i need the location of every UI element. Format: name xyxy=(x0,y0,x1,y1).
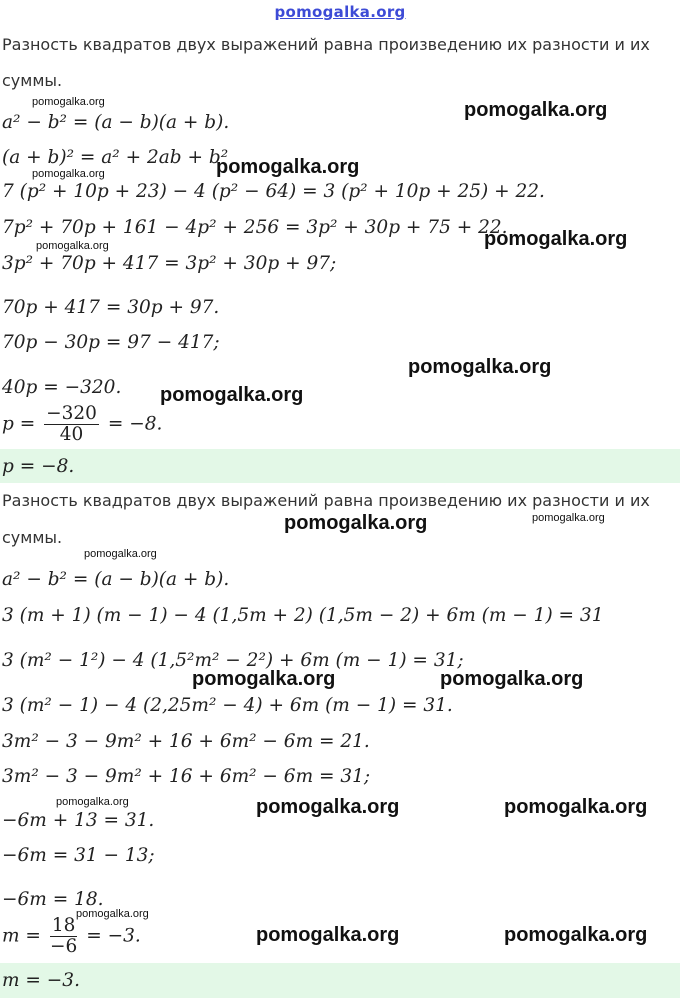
intro-text-1b: суммы. xyxy=(2,71,63,90)
fraction-lhs: p = xyxy=(2,413,36,435)
answer-2: m = −3. xyxy=(2,970,80,991)
watermark: pomogalka.org xyxy=(32,168,105,180)
watermark: pomogalka.org xyxy=(84,548,157,560)
watermark: pomogalka.org xyxy=(504,796,648,818)
fraction-numerator: −320 xyxy=(46,403,97,424)
equation2-line-1: 3 (m + 1) (m − 1) − 4 (1,5m + 2) (1,5m − 2) + 6m (m − 1) = 31 xyxy=(2,605,604,626)
equation-line-4: 70p + 417 = 30p + 97. xyxy=(2,297,220,318)
watermark: pomogalka.org xyxy=(284,512,428,534)
watermark: pomogalka.org xyxy=(408,356,552,378)
intro-text-2: Разность квадратов двух выражений равна произведению их разности и их xyxy=(2,491,650,510)
fraction-denominator: 40 xyxy=(59,424,84,445)
answer-1: p = −8. xyxy=(2,456,75,477)
fraction xyxy=(44,404,99,445)
watermark: pomogalka.org xyxy=(464,99,608,121)
answer-highlight-1 xyxy=(0,449,680,483)
watermark: pomogalka.org xyxy=(532,512,605,524)
fraction-rhs: = −8. xyxy=(107,413,163,435)
fraction-lhs: m = xyxy=(2,925,41,947)
equation2-line-5: 3m² − 3 − 9m² + 16 + 6m² − 6m = 31; xyxy=(2,766,371,787)
equation2-line-7: −6m = 31 − 13; xyxy=(2,845,155,866)
watermark: pomogalka.org xyxy=(160,384,304,406)
watermark: pomogalka.org xyxy=(256,796,400,818)
equation-line-3: 3p² + 70p + 417 = 3p² + 30p + 97; xyxy=(2,253,337,274)
equation-line-2: 7p² + 70p + 161 − 4p² + 256 = 3p² + 30p + 75 + 22. xyxy=(2,217,508,238)
intro-text-1: Разность квадратов двух выражений равна произведению их разности и их xyxy=(2,35,650,54)
equation2-line-4: 3m² − 3 − 9m² + 16 + 6m² − 6m = 21. xyxy=(2,731,370,752)
formula-difference-squares-2: a² − b² = (a − b)(a + b). xyxy=(2,569,230,590)
watermark: pomogalka.org xyxy=(484,228,628,250)
answer-highlight-2 xyxy=(0,963,680,998)
equation2-line-2: 3 (m² − 1²) − 4 (1,5²m² − 2²) + 6m (m − 1) = 31; xyxy=(2,650,464,671)
fraction-line-2 xyxy=(2,916,141,957)
formula-square-sum: (a + b)² = a² + 2ab + b² xyxy=(2,147,229,168)
intro-text-2b: суммы. xyxy=(2,528,63,547)
site-header-link[interactable]: pomogalka.org xyxy=(274,3,406,21)
watermark: pomogalka.org xyxy=(504,924,648,946)
watermark: pomogalka.org xyxy=(256,924,400,946)
equation2-line-3: 3 (m² − 1) − 4 (2,25m² − 4) + 6m (m − 1) = 31. xyxy=(2,695,453,716)
watermark: pomogalka.org xyxy=(76,908,149,920)
watermark: pomogalka.org xyxy=(32,96,105,108)
watermark: pomogalka.org xyxy=(36,240,109,252)
watermark: pomogalka.org xyxy=(216,156,360,178)
equation2-line-6: −6m + 13 = 31. xyxy=(2,810,155,831)
equation2-line-8: −6m = 18. xyxy=(2,889,104,910)
watermark: pomogalka.org xyxy=(440,668,584,690)
equation-line-6: 40p = −320. xyxy=(2,377,122,398)
fraction-rhs: = −3. xyxy=(86,925,141,947)
watermark: pomogalka.org xyxy=(56,796,129,808)
formula-difference-squares-1: a² − b² = (a − b)(a + b). xyxy=(2,112,230,133)
fraction-numerator: 18 xyxy=(51,915,76,936)
watermark: pomogalka.org xyxy=(192,668,336,690)
fraction-denominator: −6 xyxy=(49,936,78,957)
equation-line-1: 7 (p² + 10p + 23) − 4 (p² − 64) = 3 (p² + 10p + 25) + 22. xyxy=(2,181,545,202)
equation-line-5: 70p − 30p = 97 − 417; xyxy=(2,332,220,353)
fraction xyxy=(50,916,78,957)
fraction-line-1 xyxy=(2,404,162,445)
